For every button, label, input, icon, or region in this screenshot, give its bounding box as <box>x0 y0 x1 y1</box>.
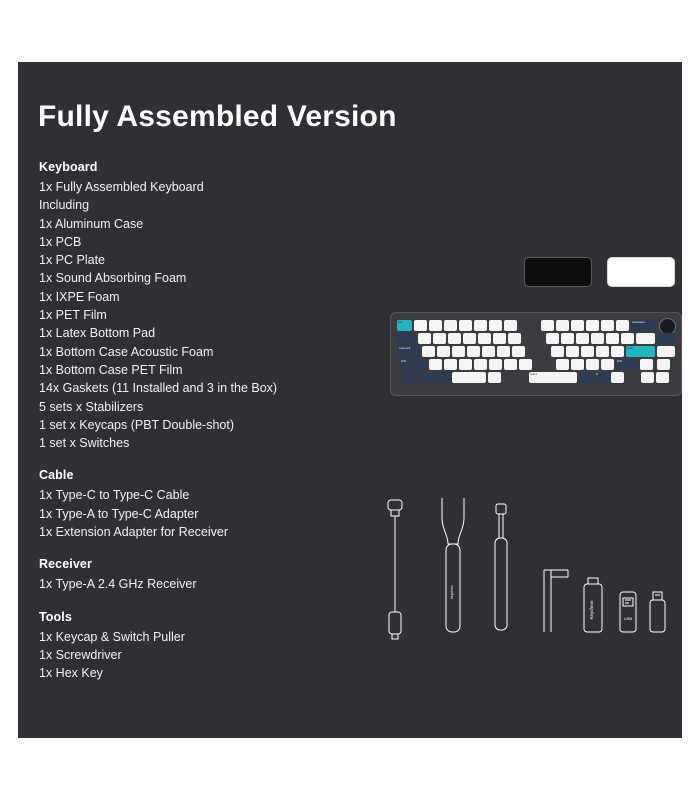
light-keycap-sample <box>607 257 675 287</box>
key-tab <box>397 333 416 344</box>
section-heading: Keyboard <box>39 160 98 174</box>
list-item: 1x PCB <box>39 234 82 249</box>
svg-text:keychron: keychron <box>450 585 454 599</box>
key <box>418 333 431 344</box>
list-item: 1x Latex Bottom Pad <box>39 326 156 341</box>
key-enter: enter <box>626 346 655 357</box>
key <box>459 359 472 370</box>
key-space: space <box>529 372 577 383</box>
key <box>571 320 584 331</box>
key <box>519 359 532 370</box>
dark-keycap-sample <box>524 257 592 287</box>
key <box>429 359 442 370</box>
key <box>556 320 569 331</box>
svg-text:USB: USB <box>623 616 633 621</box>
key <box>414 320 427 331</box>
key <box>576 333 589 344</box>
key <box>566 346 579 357</box>
key-space-left <box>452 372 486 383</box>
key <box>581 346 594 357</box>
section-keyboard <box>39 160 369 452</box>
key <box>459 320 472 331</box>
svg-text:Keychron: Keychron <box>589 600 594 620</box>
list-item: 1x Aluminum Case <box>39 216 144 231</box>
list-item: 1 set x Keycaps (PBT Double-shot) <box>39 417 234 432</box>
type-a-to-type-c-adapter-icon <box>620 592 636 632</box>
list-item: 1x Sound Absorbing Foam <box>39 271 187 286</box>
page-title: Fully Assembled Version <box>38 100 397 133</box>
section-tools <box>39 610 369 683</box>
key <box>611 372 624 383</box>
key <box>474 359 487 370</box>
key <box>467 346 480 357</box>
contents-list <box>39 160 369 683</box>
key <box>657 346 675 357</box>
key <box>422 346 435 357</box>
key-option <box>420 372 434 383</box>
section-heading: Cable <box>39 468 74 483</box>
product-illustration <box>368 162 668 722</box>
key <box>657 333 675 344</box>
key <box>586 359 599 370</box>
key <box>497 346 510 357</box>
key <box>463 333 476 344</box>
list-item: 1x Bottom Case PET Film <box>39 362 183 377</box>
key <box>596 346 609 357</box>
hex-key-icon <box>544 570 568 632</box>
key <box>489 320 502 331</box>
list-item: 1x Keycap & Switch Puller <box>39 629 185 644</box>
accessories-illustration <box>368 492 668 692</box>
list-item: 1x PET Film <box>39 308 107 323</box>
list-item: 1x Type-C to Type-C Cable <box>39 488 190 503</box>
key <box>488 372 501 383</box>
key <box>493 333 506 344</box>
list-item: 1 set x Switches <box>39 436 130 451</box>
key <box>433 333 446 344</box>
key <box>452 346 465 357</box>
screwdriver-icon <box>495 504 507 630</box>
key <box>591 333 604 344</box>
key-caps-lock: caps lock <box>398 346 420 357</box>
list-item: Including <box>39 198 90 213</box>
section-heading: Receiver <box>39 557 92 572</box>
key <box>429 320 442 331</box>
key <box>551 346 564 357</box>
section-receiver <box>39 557 369 593</box>
key <box>489 359 502 370</box>
list-item: 1x IXPE Foam <box>39 289 120 304</box>
type-c-cable-icon <box>388 500 402 639</box>
key <box>601 359 614 370</box>
key <box>504 359 517 370</box>
key-ctrl <box>402 372 418 383</box>
key <box>556 359 569 370</box>
list-item: 1x Bottom Case Acoustic Foam <box>39 344 214 359</box>
key <box>611 346 624 357</box>
key <box>448 333 461 344</box>
list-item: 1x Type-A to Type-C Adapter <box>39 506 199 521</box>
key <box>561 333 574 344</box>
key-esc: esc <box>397 320 412 331</box>
key <box>478 333 491 344</box>
key <box>636 333 655 344</box>
key <box>444 359 457 370</box>
key <box>512 346 525 357</box>
list-item: 1x Screwdriver <box>39 647 122 662</box>
key-arrow-down <box>656 372 669 383</box>
section-heading: Tools <box>39 609 72 624</box>
key <box>621 333 634 344</box>
key <box>474 320 487 331</box>
extension-adapter-icon <box>584 578 602 632</box>
key <box>601 320 614 331</box>
key <box>437 346 450 357</box>
key <box>444 320 457 331</box>
key <box>508 333 521 344</box>
key <box>571 359 584 370</box>
list-item: 1x Extension Adapter for Receiver <box>39 525 228 540</box>
type-a-24ghz-receiver-icon <box>650 592 665 632</box>
key <box>546 333 559 344</box>
key-arrow-left <box>641 372 654 383</box>
list-item: 14x Gaskets (11 Installed and 3 in the Box) <box>39 381 278 396</box>
list-item: 1x Hex Key <box>39 666 103 681</box>
key-shift-right: shift <box>616 359 638 370</box>
key-arrow-up <box>657 359 670 370</box>
key <box>640 359 653 370</box>
key-command-right <box>579 372 593 383</box>
spec-card <box>18 62 682 738</box>
keyboard-keys <box>391 313 681 395</box>
list-item: 1x Type-A 2.4 GHz Receiver <box>39 577 197 592</box>
keyboard-illustration <box>390 312 682 396</box>
key <box>541 320 554 331</box>
section-cable <box>39 468 369 541</box>
list-item: 1x Fully Assembled Keyboard <box>39 180 204 194</box>
key <box>482 346 495 357</box>
keycap-switch-puller-icon <box>442 498 464 632</box>
list-item: 1x PC Plate <box>39 253 106 268</box>
key-shift-left: shift <box>400 359 427 370</box>
key-fn: fn <box>595 372 609 383</box>
key <box>606 333 619 344</box>
key-command <box>436 372 450 383</box>
key <box>616 320 629 331</box>
key <box>504 320 517 331</box>
key-backspace: backspace <box>631 320 655 331</box>
list-item: 5 sets x Stabilizers <box>39 399 144 414</box>
key <box>586 320 599 331</box>
